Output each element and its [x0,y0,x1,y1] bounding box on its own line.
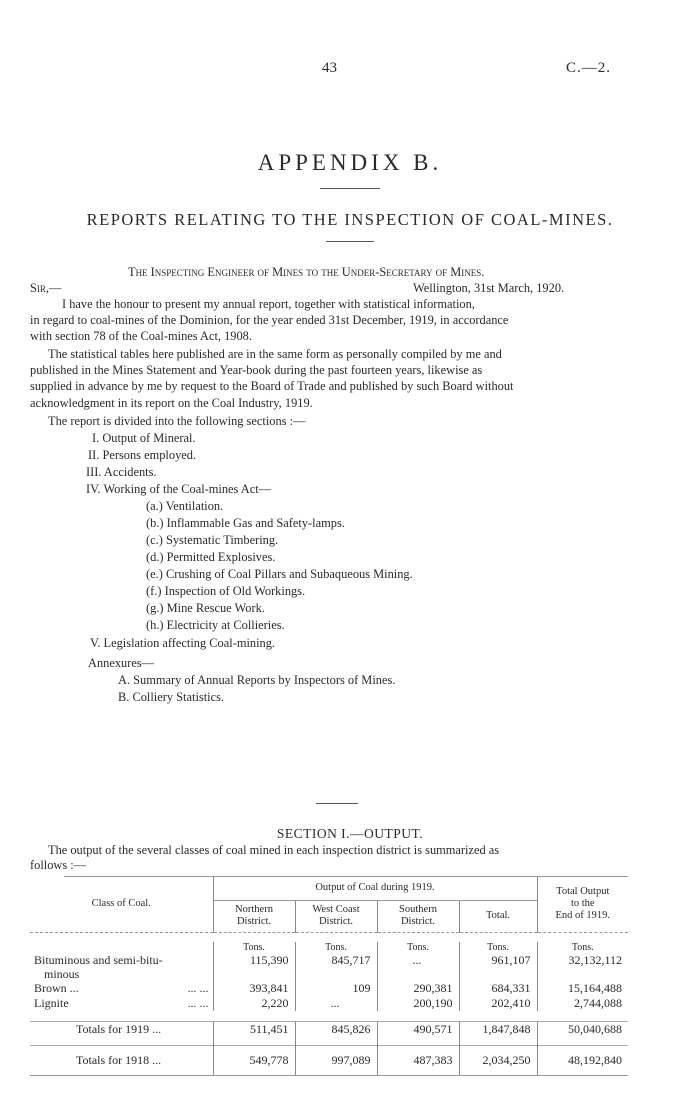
header-southern [377,900,459,932]
subsection-item: (f.) Inspection of Old Workings. [146,584,306,598]
subsection-item: (a.) Ventilation. [146,499,224,513]
header-cumulative [537,876,628,932]
title-rule [320,188,380,189]
annexures-label: Annexures— [88,656,155,670]
paragraph-1 [30,296,628,345]
row-label-line: minous [44,967,80,981]
paragraph-1-line: in regard to coal-mines of the Dominion, for the year ended 31st December, 1919, in accordance [30,313,509,328]
row-label [30,996,213,1011]
header-line: Total Output [556,885,610,897]
row-label-line: Bituminous and semi-bitu- [34,953,163,967]
cell-westcoast: 109 [295,981,377,996]
section-item: I. Output of Mineral. [92,431,196,445]
cell-total: 1,847,848 [459,1021,537,1045]
cell-westcoast: 845,826 [295,1021,377,1045]
cell-cumulative: 2,744,088 [537,996,628,1011]
paragraph-2-line: The statistical tables here published are in the same form as personally compiled by me and [48,347,502,361]
header-divider [30,932,628,942]
section1-title: SECTION I.—OUTPUT. [276,826,424,841]
letter-addressee: The Inspecting Engineer of Mines to the Under-Secretary of Mines. [128,265,485,279]
annexure-item: A. Summary of Annual Reports by Inspectors of Mines. [118,673,396,687]
date-line: Wellington, 31st March, 1920. [413,281,565,295]
units-spacer [30,942,213,953]
section-rule [316,803,358,804]
cell-total: 202,410 [459,996,537,1011]
unit-label: Tons. [295,942,377,953]
cell-total: 2,034,250 [459,1045,537,1075]
cell-cumulative: 50,040,688 [537,1021,628,1045]
cell-southern: 290,381 [377,981,459,996]
cell-northern: 2,220 [213,996,295,1011]
section1-intro: follows :— [30,858,87,872]
table-row [30,996,628,1011]
header-line: West Coast [312,904,360,915]
header-class: Class of Coal. [91,897,151,909]
annexure-item: B. Colliery Statistics. [118,690,225,704]
totals-row-1919 [30,1021,628,1045]
header-line: End of 1919. [555,909,611,921]
cell-southern: ... [377,953,459,981]
paragraph-2 [30,346,628,411]
totals-row-1918 [30,1045,628,1075]
paragraph-3: The report is divided into the following sections :— [48,414,306,428]
header-line: to the [570,897,595,909]
header-line: District. [400,916,436,927]
cell-southern: 200,190 [377,996,459,1011]
paragraph-2-line: published in the Mines Statement and Year-book during the past fourteen years, likewise as [30,363,483,378]
document-reference: C.—2. [566,60,612,76]
unit-label: Tons. [459,942,537,953]
section-item: II. Persons employed. [88,448,197,462]
unit-label: Tons. [377,942,459,953]
cell-southern: 487,383 [377,1045,459,1075]
subsection-item: (c.) Systematic Timbering. [146,533,279,547]
section-item: III. Accidents. [86,465,157,479]
header-total: Total. [459,900,537,932]
row-leader-dots: ... ... [187,996,209,1010]
coal-output-table [30,876,628,1076]
page-number: 43 [322,60,337,76]
header-westcoast [295,900,377,932]
table-row [30,953,628,981]
subsection-item: (b.) Inflammable Gas and Safety-lamps. [146,516,345,530]
cell-northern: 393,841 [213,981,295,996]
table-row [30,981,628,996]
subsection-item: (e.) Crushing of Coal Pillars and Subaqueous Mining. [146,567,413,581]
report-heading: REPORTS RELATING TO THE INSPECTION OF COAL-MINES. [86,210,614,229]
cell-westcoast: 997,089 [295,1045,377,1075]
cell-cumulative: 32,132,112 [537,953,628,981]
appendix-title: APPENDIX B. [257,150,443,175]
spacer-row [30,1011,628,1021]
cell-total: 961,107 [459,953,537,981]
cell-cumulative: 15,164,488 [537,981,628,996]
totals-label: Totals for 1918 ... [30,1045,213,1075]
header-line: District. [236,916,272,927]
unit-label: Tons. [537,942,628,953]
totals-label: Totals for 1919 ... [30,1021,213,1045]
row-label-text: Brown ... [34,981,79,995]
cell-westcoast: 845,717 [295,953,377,981]
paragraph-2-line: acknowledgment in its report on the Coal Industry, 1919. [30,395,313,410]
row-label-text: Lignite [34,996,69,1010]
salutation: Sir,— [30,281,62,295]
header-output-group: Output of Coal during 1919. [213,876,537,900]
row-leader-dots: ... ... [187,981,209,995]
section-item: V. Legislation affecting Coal-mining. [90,636,276,650]
header-northern [213,900,295,932]
row-label [30,981,213,996]
cell-westcoast: ... [295,996,377,1011]
cell-cumulative: 48,192,840 [537,1045,628,1075]
paragraph-1-line: with section 78 of the Coal-mines Act, 1908. [30,329,252,344]
cell-northern: 115,390 [213,953,295,981]
unit-label: Tons. [213,942,295,953]
cell-total: 684,331 [459,981,537,996]
header-line: Northern [235,904,273,915]
header-line: District. [318,916,354,927]
row-label [30,953,213,981]
subsection-item: (h.) Electricity at Collieries. [146,618,285,632]
section-item: IV. Working of the Coal-mines Act— [86,482,272,496]
subsection-item: (g.) Mine Rescue Work. [146,601,265,615]
section1-intro: The output of the several classes of coal mined in each inspection district is summarized as [48,843,500,857]
paragraph-2-line: supplied in advance by me by request to the Board of Trade and published by such Board without [30,379,514,394]
heading-rule [326,241,374,242]
paragraph-1-line: I have the honour to present my annual report, together with statistical information, [62,297,475,311]
cell-southern: 490,571 [377,1021,459,1045]
cell-northern: 511,451 [213,1021,295,1045]
subsection-item: (d.) Permitted Explosives. [146,550,276,564]
cell-northern: 549,778 [213,1045,295,1075]
header-line: Southern [399,904,437,915]
